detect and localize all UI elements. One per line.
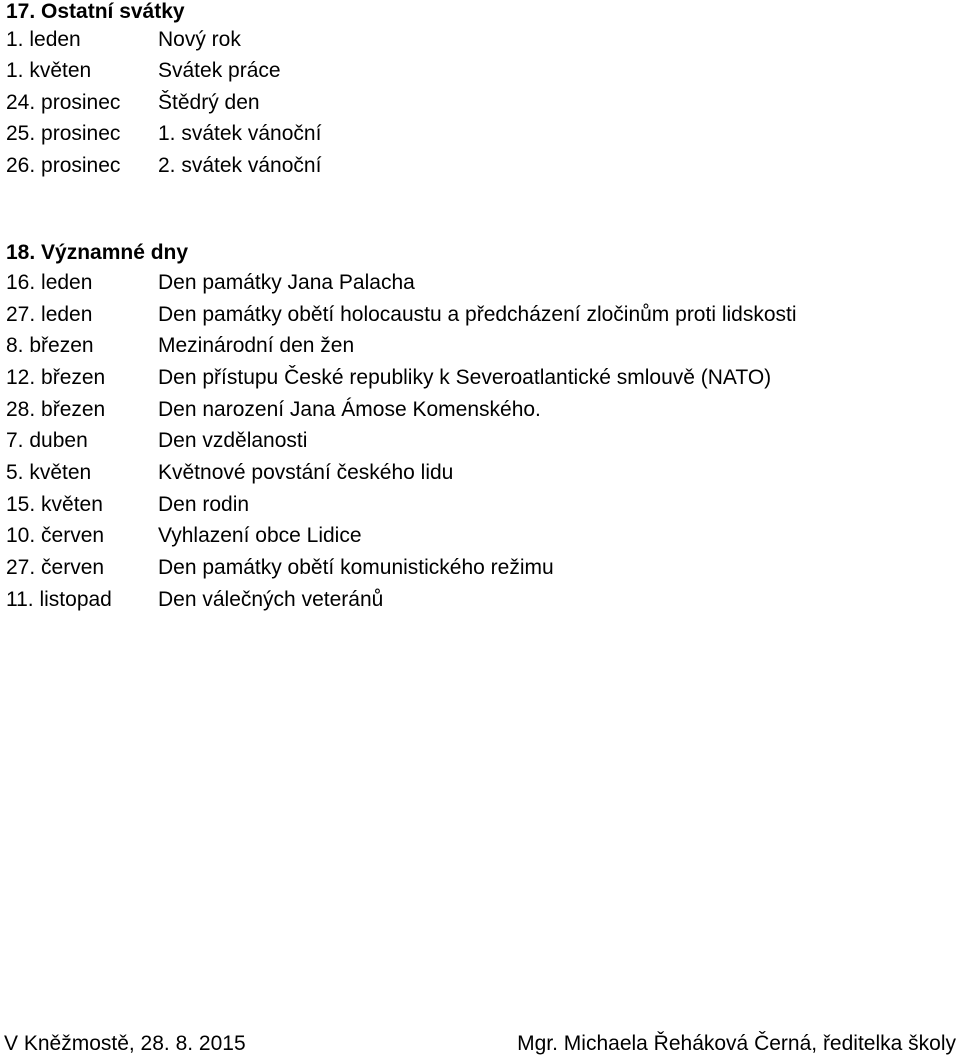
day-name: Den rodin [158,492,250,516]
list-item [6,425,797,457]
footer-signature: Mgr. Michaela Řeháková Černá, ředitelka školy [517,1032,956,1055]
day-name: Den památky obětí komunistického režimu [158,556,554,580]
day-date: 7. duben [6,429,88,453]
holiday-name: Svátek práce [158,59,281,83]
holiday-date: 1. leden [6,27,81,51]
list-item [6,584,797,616]
list-item [6,394,797,426]
significant-days-heading: 18. Významné dny [6,241,189,264]
holiday-date: 25. prosinec [6,122,121,146]
day-date: 10. červen [6,524,105,548]
list-item [6,521,797,553]
list-item [6,56,321,88]
significant-days-section [6,239,797,616]
holiday-date: 1. květen [6,59,92,83]
holiday-name: Nový rok [158,27,241,51]
list-item [6,87,321,119]
day-name: Den narození Jana Ámose Komenského. [158,397,541,421]
list-item [6,457,797,489]
day-date: 27. leden [6,302,93,326]
day-name: Den přístupu České republiky k Severoatlantické smlouvě (NATO) [158,365,772,389]
footer-place-date: V Kněžmostě, 28. 8. 2015 [4,1032,246,1055]
list-item [6,119,321,151]
day-date: 15. květen [6,492,103,516]
day-name: Den památky obětí holocaustu a předcházení zločinům proti lidskosti [158,302,797,326]
list-item [6,489,797,521]
day-date: 8. březen [6,334,94,358]
holidays-section [6,0,321,182]
day-date: 5. květen [6,460,92,484]
day-date: 28. březen [6,397,106,421]
list-item [6,362,797,394]
list-item [6,150,321,182]
day-name: Den vzdělanosti [158,429,308,453]
holiday-name: Štědrý den [158,90,260,114]
day-name: Květnové povstání českého lidu [158,460,454,484]
list-item [6,330,797,362]
holiday-name: 1. svátek vánoční [158,122,322,146]
day-date: 11. listopad [6,587,112,611]
day-date: 27. červen [6,556,105,580]
day-date: 16. leden [6,270,93,294]
holiday-date: 24. prosinec [6,90,121,114]
holiday-date: 26. prosinec [6,153,121,177]
holiday-name: 2. svátek vánoční [158,153,322,177]
holidays-heading: 17. Ostatní svátky [6,0,185,23]
list-item [6,299,797,331]
significant-days-list [6,267,797,616]
day-name: Den památky Jana Palacha [158,270,415,294]
list-item [6,267,797,299]
list-item [6,552,797,584]
day-name: Vyhlazení obce Lidice [158,524,362,548]
day-name: Den válečných veteránů [158,587,384,611]
holidays-list [6,24,321,182]
day-name: Mezinárodní den žen [158,334,355,358]
day-date: 12. březen [6,365,106,389]
list-item [6,24,321,56]
